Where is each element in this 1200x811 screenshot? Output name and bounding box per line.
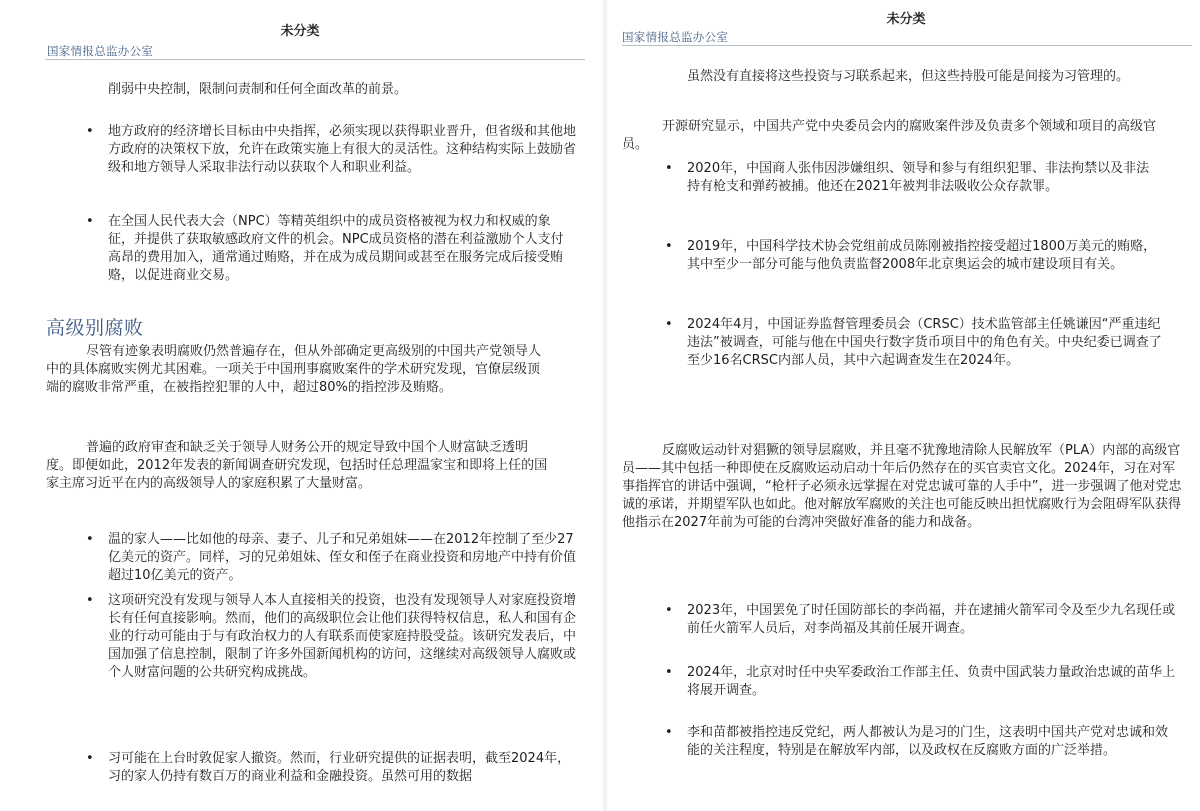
- classification-marking: 未分类: [886, 12, 926, 27]
- list-item: • 地方政府的经济增长目标由中央指挥，必须实现以获得职业晋升，但省级和其他地方政府的决策权下放，允许在政策实施上有很大的灵活性。这种结构实际上鼓励省级和地方领导人采取非法行动以获取个人和职业利益。: [108, 123, 576, 177]
- classification-marking: 未分类: [280, 24, 320, 39]
- agency-header: 国家情报总监办公室: [622, 30, 729, 44]
- list-item: • 这项研究没有发现与领导人本人直接相关的投资，也没有发现领导人对家庭投资增长有任何直接影响。然而，他们的高级职位会让他们获得特权信息，私人和国有企业的行动可能由于与有政治权力的人有联系而使家庭持股受益。该研究发表后，中国加强了信息控制，限制了许多外国新闻机构的访问，这继续对高级领导人腐败或个人财富问题的公共研究构成挑战。: [108, 592, 580, 682]
- header-rule: [45, 59, 585, 60]
- page-divider: [603, 0, 607, 811]
- agency-header: 国家情报总监办公室: [47, 44, 154, 58]
- paragraph: 普遍的政府审查和缺乏关于领导人财务公开的规定导致中国个人财富缺乏透明度。即便如此，2012年发表的新闻调查研究发现，包括时任总理温家宝和即将上任的国家主席习近平在内的高级领导人的家庭积累了大量财富。: [46, 440, 548, 491]
- header-rule: [622, 45, 1192, 46]
- list-item: • 2023年，中国罢免了时任国防部长的李尚福，并在逮捕火箭军司令及至少九名现任或前任火箭军人员后，对李尚福及其前任展开调查。: [687, 602, 1177, 638]
- list-item: • 2019年，中国科学技术协会党组前成员陈刚被指控接受超过1800万美元的贿赂，其中至少一部分可能与他负责监督2008年北京奥运会的城市建设项目有关。: [687, 238, 1162, 274]
- intro-line: 削弱中央控制，限制问责制和任何全面改革的前景。: [108, 82, 408, 97]
- list-item: • 在全国人民代表大会（NPC）等精英组织中的成员资格被视为权力和权威的象征，并提供了获取敏感政府文件的机会。NPC成员资格的潜在利益激励个人支付高昂的费用加入，通常通过贿赂，并在成为成员期间或甚至在服务完成后接受贿赂，以促进商业交易。: [108, 213, 576, 285]
- list-item: • 2024年4月，中国证券监督管理委员会（CRSC）技术监管部主任姚谦因“严重违纪违法”被调查，可能与他在中国央行数字货币项目中的角色有关。中央纪委已调查了至少16名CRSC内部人员，其中六起调查发生在2024年。: [687, 316, 1162, 370]
- list-item: • 习可能在上台时敦促家人撤资。然而，行业研究提供的证据表明，截至2024年，习的家人仍持有数百万的商业利益和金融投资。虽然可用的数据: [108, 750, 580, 786]
- paragraph: 尽管有迹象表明腐败仍然普遍存在，但从外部确定更高级别的中国共产党领导人中的具体腐败实例尤其困难。一项关于中国刑事腐败案件的学术研究发现，官僚层级顶端的腐败非常严重，在被指控犯罪的人中，超过80%的指控涉及贿赂。: [46, 344, 542, 395]
- continuation-text: 虽然没有直接将这些投资与习联系起来，但这些持股可能是间接为习管理的。: [687, 69, 1130, 84]
- list-item: • 温的家人——比如他的母亲、妻子、儿子和兄弟姐妹——在2012年控制了至少27亿美元的资产。同样，习的兄弟姐妹、侄女和侄子在商业投资和房地产中持有价值超过10亿美元的资产。: [108, 531, 580, 585]
- list-item: • 李和苗都被指控违反党纪，两人都被认为是习的门生，这表明中国共产党对忠诚和效能的关注程度，特别是在解放军内部，以及政权在反腐败方面的广泛举措。: [687, 724, 1177, 760]
- list-item: • 2020年，中国商人张伟因涉嫌组织、领导和参与有组织犯罪、非法拘禁以及非法持有枪支和弹药被捕。他还在2021年被判非法吸收公众存款罪。: [687, 160, 1162, 196]
- right-page: [612, 0, 1200, 811]
- paragraph: 开源研究显示，中国共产党中央委员会内的腐败案件涉及负责多个领域和项目的高级官员。: [622, 119, 1157, 152]
- list-item: • 2024年，北京对时任中央军委政治工作部主任、负责中国武装力量政治忠诚的苗华上将展开调查。: [687, 664, 1177, 700]
- section-heading: 高级别腐败: [46, 317, 144, 339]
- paragraph: 反腐败运动针对猖獗的领导层腐败，并且毫不犹豫地清除人民解放军（PLA）内部的高级官员——其中包括一种即使在反腐败运动启动十年后仍然存在的买官卖官文化。2024年，习在对军事指挥官的讲话中强调，“枪杆子必须永远掌握在对党忠诚可靠的人手中”，进一步强调了他对党忠诚的承诺，并期望军队也如此。他对解放军腐败的关注也可能反映出担忧腐败行为会阻碍军队获得他指示在2027年前为可能的台湾冲突做好准备的能力和战备。: [622, 443, 1182, 530]
